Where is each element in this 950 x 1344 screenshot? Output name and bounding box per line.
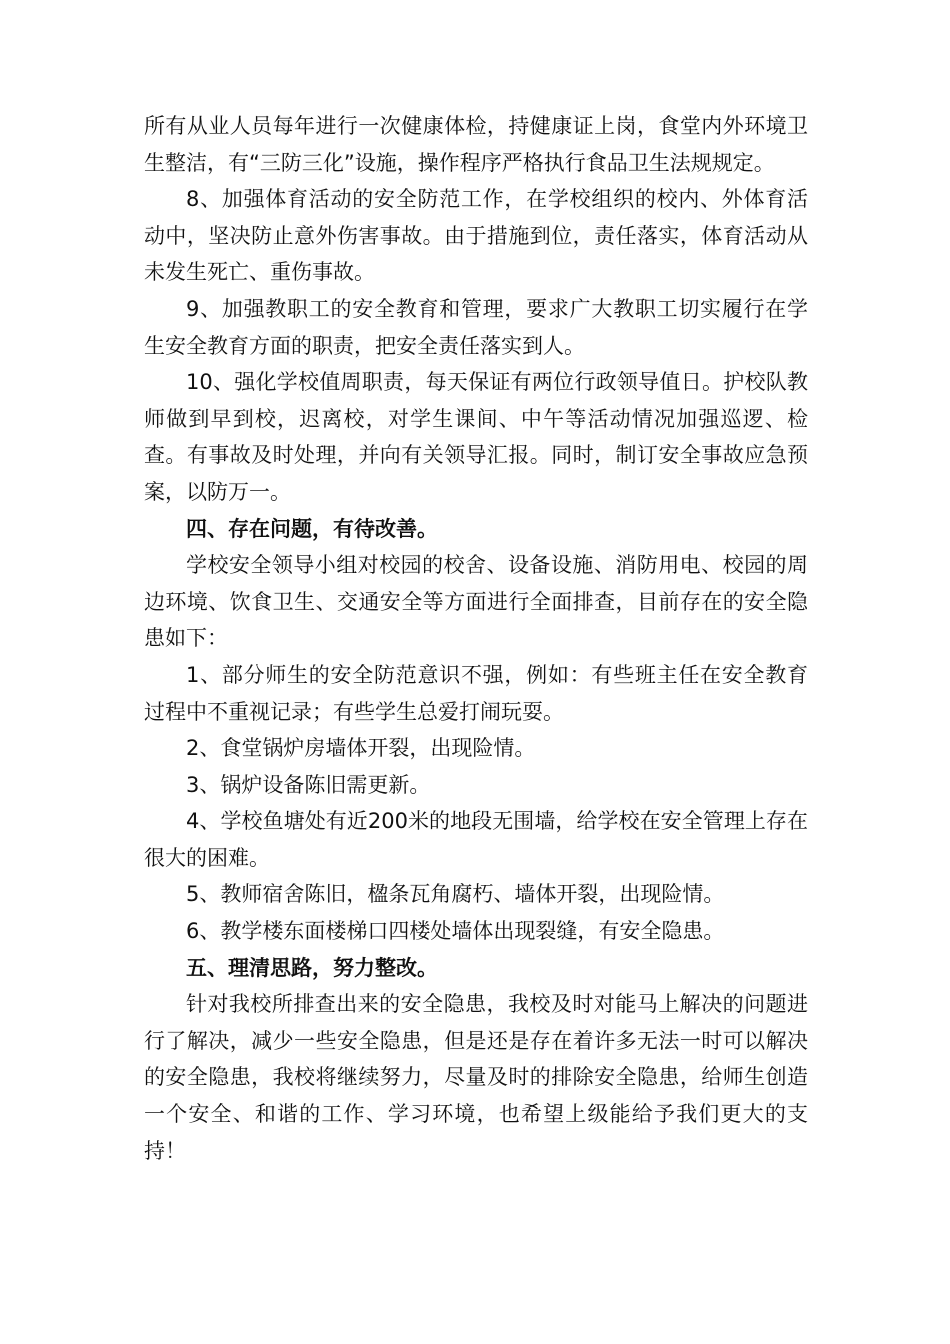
paragraph-issue-2: 2、食堂锅炉房墙体开裂，出现险情。 bbox=[186, 736, 536, 761]
paragraph-issue-4: 4、学校鱼塘处有近200米的地段无围墙，给学校在安全管理上存在很大的困难。 bbox=[144, 809, 808, 870]
paragraph-inspection-intro: 学校安全领导小组对校园的校舍、设备设施、消防用电、校园的周边环境、饮食卫生、交通安全等方面进行全面排查，目前存在的安全隐患如下： bbox=[144, 553, 808, 651]
paragraph-issue-3: 3、锅炉设备陈旧需更新。 bbox=[186, 772, 431, 797]
paragraph-issue-5: 5、教师宿舍陈旧，楹条瓦角腐朽、墙体开裂，出现险情。 bbox=[186, 882, 725, 907]
section-heading-5: 五、理清思路，努力整改。 bbox=[186, 955, 438, 980]
paragraph-issue-6: 6、教学楼东面楼梯口四楼处墙体出现裂缝，有安全隐患。 bbox=[186, 919, 725, 944]
paragraph-conclusion: 针对我校所排查出来的安全隐患，我校及时对能马上解决的问题进行了解决，减少一些安全隐患，但是还是存在着许多无法一时可以解决的安全隐患，我校将继续努力，尽量及时的排除安全隐患，给师生创造一个安全、和谐的工作、学习环境，也希望上级能给予我们更大的支持！ bbox=[144, 992, 808, 1163]
paragraph-issue-1: 1、部分师生的安全防范意识不强，例如：有些班主任在安全教育过程中不重视记录；有些学生总爱打闹玩耍。 bbox=[144, 662, 808, 724]
paragraph-item-10: 10、强化学校值周职责，每天保证有两位行政领导值日。护校队教师做到早到校，迟离校，对学生课间、中午等活动情况加强巡逻、检查。有事故及时处理，并向有关领导汇报。同时，制订安全事故应急预案，以防万一。 bbox=[144, 370, 808, 504]
section-heading-4: 四、存在问题，有待改善。 bbox=[186, 516, 438, 541]
document-body bbox=[144, 108, 808, 1169]
paragraph-item-8: 8、加强体育活动的安全防范工作，在学校组织的校内、外体育活动中，坚决防止意外伤害事故。由于措施到位，责任落实，体育活动从未发生死亡、重伤事故。 bbox=[144, 187, 808, 285]
paragraph-food-safety-continued: 所有从业人员每年进行一次健康体检，持健康证上岗，食堂内外环境卫生整洁，有“三防三化”设施，操作程序严格执行食品卫生法规规定。 bbox=[144, 114, 808, 175]
paragraph-item-9: 9、加强教职工的安全教育和管理，要求广大教职工切实履行在学生安全教育方面的职责，把安全责任落实到人。 bbox=[144, 296, 808, 358]
